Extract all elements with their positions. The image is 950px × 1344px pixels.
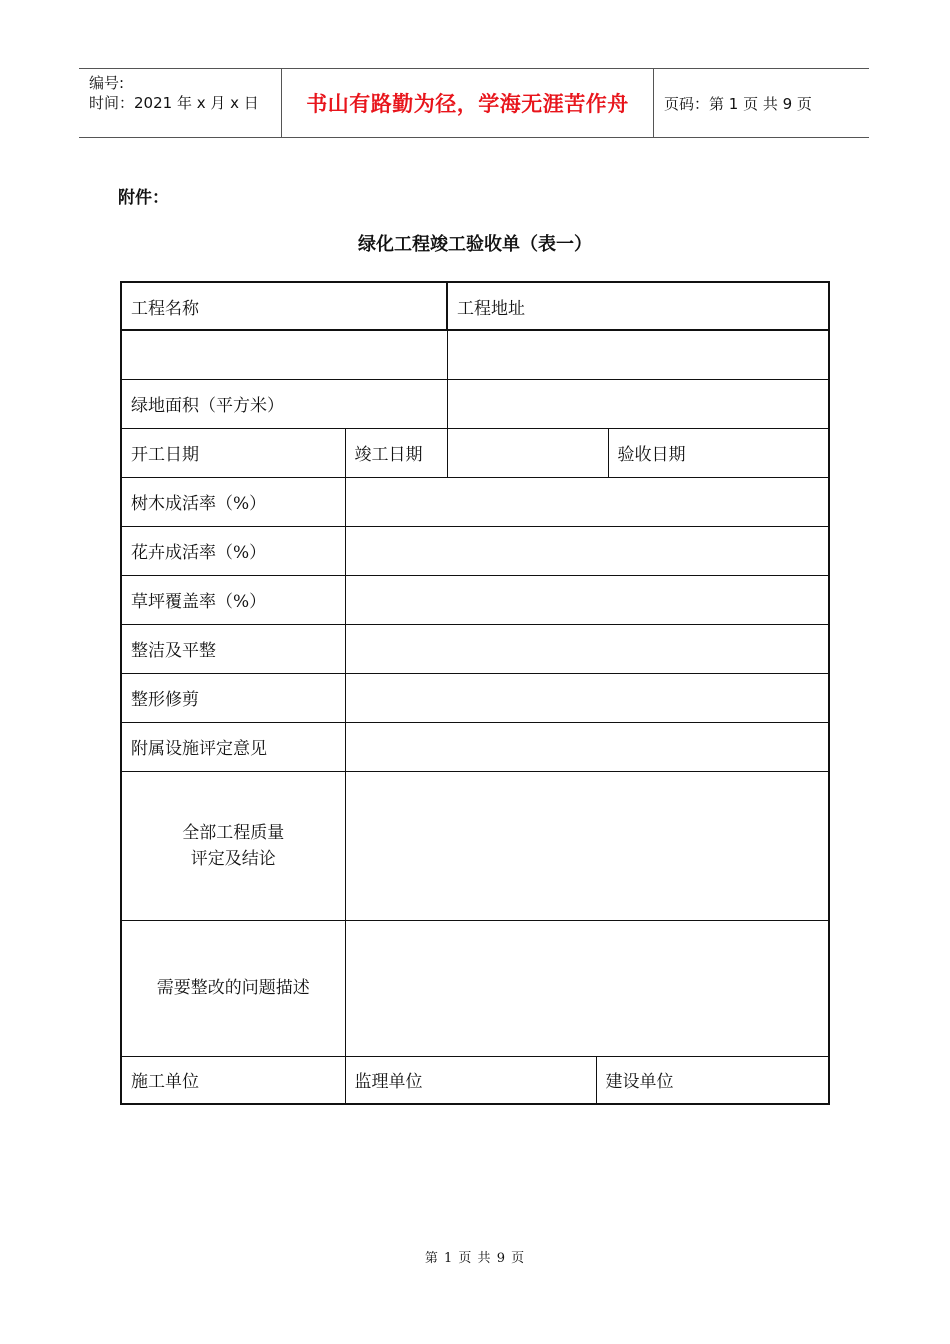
quality-conclusion-label xyxy=(121,771,345,920)
time-label: 时间：2021 年 x 月 x 日 xyxy=(89,94,259,112)
project-address-field[interactable] xyxy=(447,330,829,379)
annex-label: 附件： xyxy=(118,188,169,208)
lawn-coverage-field[interactable] xyxy=(345,575,829,624)
clean-level-field[interactable] xyxy=(345,624,829,673)
flower-survival-field[interactable] xyxy=(345,526,829,575)
start-date-label: 开工日期 xyxy=(121,428,345,477)
acceptance-form-table xyxy=(120,281,830,1105)
quality-conclusion-line2: 评定及结论 xyxy=(190,848,276,869)
facility-opinion-field[interactable] xyxy=(345,722,829,771)
completion-date-label: 竣工日期 xyxy=(345,428,447,477)
clean-level-label: 整洁及平整 xyxy=(121,624,345,673)
rectification-field[interactable] xyxy=(345,920,829,1056)
quality-conclusion-field[interactable] xyxy=(345,771,829,920)
header-motto: 书山有路勤为径，学海无涯苦作舟 xyxy=(281,69,654,137)
flower-survival-label: 花卉成活率（%） xyxy=(121,526,345,575)
header-meta xyxy=(79,69,281,137)
shaping-pruning-label: 整形修剪 xyxy=(121,673,345,722)
page-footer: 第 1 页 共 9 页 xyxy=(424,1251,526,1266)
acceptance-date-label: 验收日期 xyxy=(608,428,829,477)
owner-unit-label: 建设单位 xyxy=(596,1056,829,1104)
tree-survival-label: 树木成活率（%） xyxy=(121,477,345,526)
project-name-field[interactable] xyxy=(121,330,447,379)
green-area-field[interactable] xyxy=(447,379,829,428)
project-address-label: 工程地址 xyxy=(447,282,829,330)
document-header xyxy=(79,68,869,138)
green-area-label: 绿地面积（平方米） xyxy=(121,379,447,428)
shaping-pruning-field[interactable] xyxy=(345,673,829,722)
project-name-label: 工程名称 xyxy=(121,282,447,330)
quality-conclusion-line1: 全部工程质量 xyxy=(182,822,285,843)
header-page-info: 页码：第 1 页 共 9 页 xyxy=(664,94,812,113)
completion-date-field[interactable] xyxy=(447,428,608,477)
tree-survival-field[interactable] xyxy=(345,477,829,526)
lawn-coverage-label: 草坪覆盖率（%） xyxy=(121,575,345,624)
facility-opinion-label: 附属设施评定意见 xyxy=(121,722,345,771)
serial-label: 编号: xyxy=(89,74,125,92)
rectification-label: 需要整改的问题描述 xyxy=(121,920,345,1056)
construction-unit-label: 施工单位 xyxy=(121,1056,345,1104)
supervision-unit-label: 监理单位 xyxy=(345,1056,596,1104)
form-title: 绿化工程竣工验收单（表一） xyxy=(358,234,592,255)
